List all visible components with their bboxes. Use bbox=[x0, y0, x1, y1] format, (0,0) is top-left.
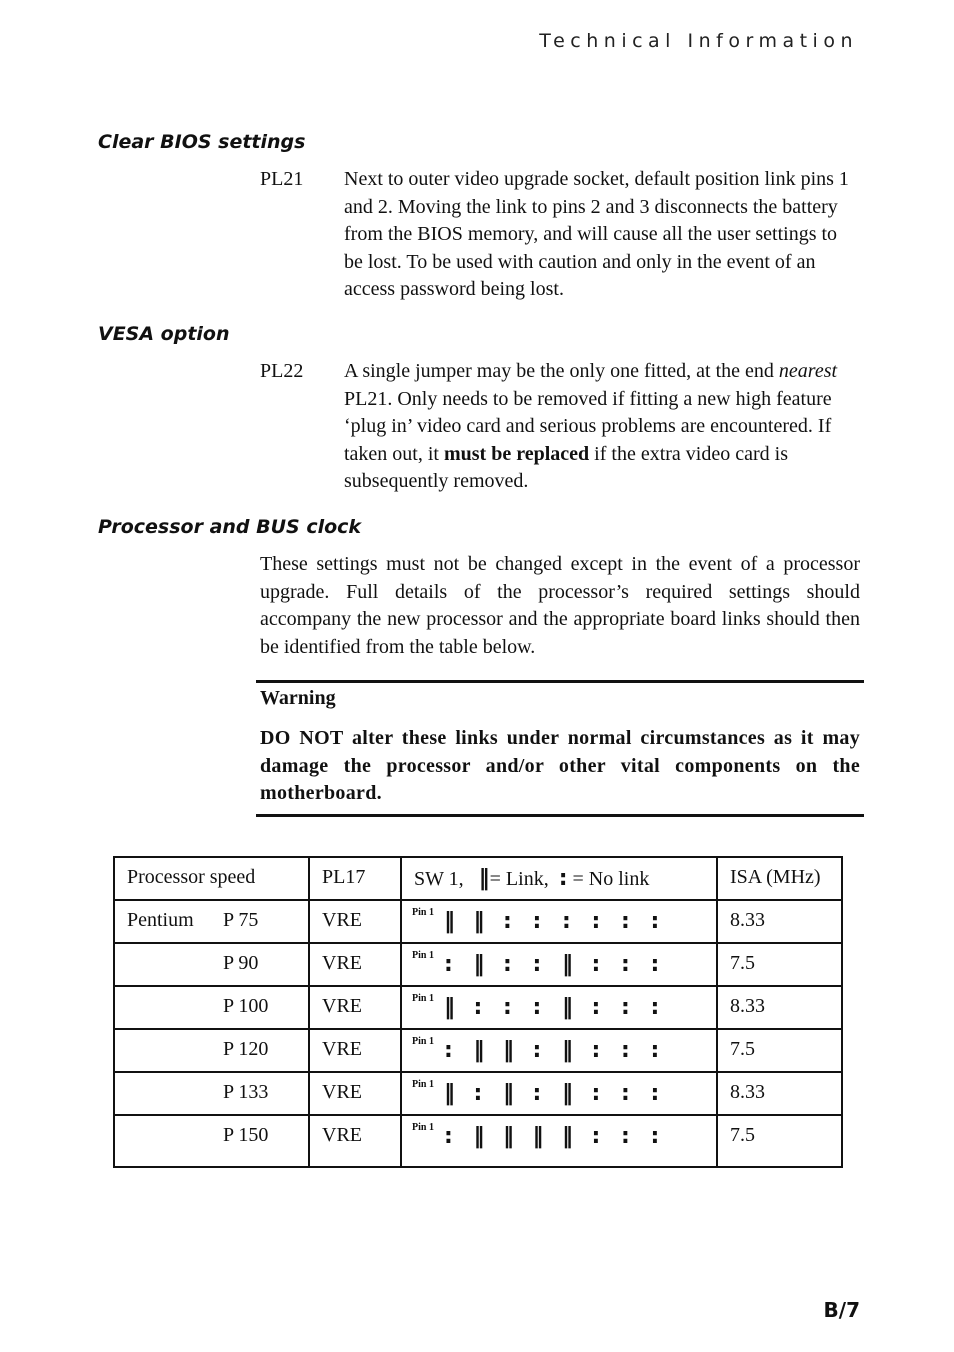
no-link-icon: : bbox=[473, 995, 483, 1020]
no-link-icon: : bbox=[503, 995, 512, 1020]
cell-pl17: VRE bbox=[309, 986, 401, 1029]
cell-sw1-pins bbox=[401, 1072, 717, 1115]
pin-row bbox=[412, 1124, 704, 1149]
no-link-icon: : bbox=[621, 1124, 630, 1149]
no-link-icon: : bbox=[621, 1038, 630, 1063]
pin-row bbox=[412, 1038, 704, 1063]
cell-sw1-pins bbox=[401, 1115, 717, 1167]
link-icon: ‖ bbox=[532, 1124, 544, 1149]
cell-speed-value: P 100 bbox=[223, 995, 269, 1017]
pin1-label: Pin 1 bbox=[412, 1036, 434, 1047]
cell-speed bbox=[114, 943, 309, 986]
code-pl21: PL21 bbox=[260, 168, 304, 190]
nolink-legend-text: = No link bbox=[572, 868, 650, 890]
no-link-icon: : bbox=[650, 909, 660, 934]
vesa-text-part1: A single jumper may be the only one fitted, at the end bbox=[344, 360, 779, 382]
cell-pl17: VRE bbox=[309, 943, 401, 986]
link-icon: ‖ bbox=[562, 1081, 573, 1106]
pin1-label: Pin 1 bbox=[412, 993, 434, 1004]
no-link-icon: : bbox=[591, 995, 601, 1020]
cell-isa: 8.33 bbox=[717, 986, 842, 1029]
no-link-icon: : bbox=[621, 952, 630, 977]
no-link-icon: : bbox=[591, 909, 601, 934]
link-legend-icon: ‖ bbox=[478, 866, 490, 891]
link-icon: ‖ bbox=[473, 909, 485, 934]
no-link-icon: : bbox=[503, 909, 512, 934]
cell-speed bbox=[114, 1029, 309, 1072]
pin-row bbox=[412, 995, 704, 1020]
no-link-icon: : bbox=[591, 1081, 601, 1106]
no-link-icon: : bbox=[532, 1081, 542, 1106]
cell-speed-value: P 90 bbox=[223, 952, 259, 974]
no-link-icon: : bbox=[650, 952, 660, 977]
no-link-icon: : bbox=[503, 952, 512, 977]
processor-link-table bbox=[113, 856, 843, 1168]
no-link-icon: : bbox=[473, 1081, 483, 1106]
cell-isa: 8.33 bbox=[717, 900, 842, 943]
link-icon: ‖ bbox=[444, 1081, 455, 1106]
table-row bbox=[114, 943, 842, 986]
link-icon: ‖ bbox=[473, 1038, 485, 1063]
no-link-icon: : bbox=[650, 1124, 660, 1149]
vesa-text-emphasis: nearest bbox=[778, 360, 838, 382]
cell-sw1-pins bbox=[401, 986, 717, 1029]
no-link-icon: : bbox=[591, 952, 601, 977]
cell-speed bbox=[114, 986, 309, 1029]
header-sw1 bbox=[401, 857, 717, 900]
cell-speed-value: P 75 bbox=[223, 909, 259, 931]
heading-vesa: VESA option bbox=[98, 323, 230, 345]
pin1-label: Pin 1 bbox=[412, 1079, 434, 1090]
link-icon: ‖ bbox=[444, 909, 455, 934]
heading-clear-bios: Clear BIOS settings bbox=[98, 131, 306, 153]
table-row bbox=[114, 1029, 842, 1072]
no-link-icon: : bbox=[444, 1124, 453, 1149]
vesa-text bbox=[344, 358, 854, 496]
warning-text: DO NOT alter these links under normal circumstances as it may damage the processor and/or other vital components on the motherboard. bbox=[260, 727, 860, 804]
no-link-icon: : bbox=[562, 909, 571, 934]
cell-sw1-pins bbox=[401, 943, 717, 986]
cell-processor-family: Pentium bbox=[127, 909, 194, 931]
link-icon: ‖ bbox=[562, 995, 573, 1020]
link-icon: ‖ bbox=[503, 1038, 514, 1063]
no-link-icon: : bbox=[621, 995, 630, 1020]
cell-isa: 8.33 bbox=[717, 1072, 842, 1115]
pin1-label: Pin 1 bbox=[412, 907, 434, 918]
clear-bios-text: Next to outer video upgrade socket, default position link pins 1 and 2. Moving the link to pins 2 and 3 disconnects the battery from the BIOS memory, and will cause all the user settings to be lost. To be used with caution and only in the event of an access password being lost. bbox=[344, 168, 849, 300]
no-link-icon: : bbox=[532, 952, 542, 977]
link-icon: ‖ bbox=[444, 995, 455, 1020]
link-icon: ‖ bbox=[562, 1038, 573, 1063]
header-sw1-prefix: SW 1, bbox=[414, 868, 464, 890]
table-header-row bbox=[114, 857, 842, 900]
no-link-icon: : bbox=[650, 995, 660, 1020]
no-link-icon: : bbox=[532, 1038, 542, 1063]
link-icon: ‖ bbox=[562, 1124, 573, 1149]
table-row bbox=[114, 986, 842, 1029]
table-row bbox=[114, 1115, 842, 1167]
link-icon: ‖ bbox=[473, 952, 485, 977]
link-icon: ‖ bbox=[503, 1124, 514, 1149]
page-number: B/7 bbox=[823, 1298, 860, 1322]
cell-sw1-pins bbox=[401, 1029, 717, 1072]
cell-isa: 7.5 bbox=[717, 1115, 842, 1167]
no-link-icon: : bbox=[591, 1038, 601, 1063]
no-link-icon: : bbox=[650, 1038, 660, 1063]
link-icon: ‖ bbox=[562, 952, 573, 977]
pin1-label: Pin 1 bbox=[412, 1122, 434, 1133]
vesa-text-strong: must be replaced bbox=[443, 442, 590, 465]
link-icon: ‖ bbox=[473, 1124, 485, 1149]
no-link-icon: : bbox=[532, 995, 542, 1020]
table-row bbox=[114, 900, 842, 943]
cell-isa: 7.5 bbox=[717, 943, 842, 986]
cell-speed-value: P 150 bbox=[223, 1124, 269, 1146]
no-link-icon: : bbox=[621, 1081, 630, 1106]
vesa-text-part3: PL21. Only needs to be removed if fitting a new high feature ‘plug in’ video card and serious problems are encountered. If taken out, it bbox=[344, 387, 832, 465]
cell-speed bbox=[114, 1072, 309, 1115]
link-icon: ‖ bbox=[503, 1081, 514, 1106]
pin-row bbox=[412, 1081, 704, 1106]
cell-pl17: VRE bbox=[309, 900, 401, 943]
no-link-icon: : bbox=[621, 909, 630, 934]
table-row bbox=[114, 1072, 842, 1115]
no-link-icon: : bbox=[591, 1124, 601, 1149]
no-link-icon: : bbox=[650, 1081, 660, 1106]
cell-speed bbox=[114, 900, 309, 943]
cell-isa: 7.5 bbox=[717, 1029, 842, 1072]
cell-speed bbox=[114, 1115, 309, 1167]
nolink-legend-icon: : bbox=[558, 866, 568, 891]
warning-title: Warning bbox=[260, 687, 336, 709]
header-speed: Processor speed bbox=[114, 857, 309, 900]
warning-box bbox=[256, 680, 864, 817]
processor-text: These settings must not be changed except in the event of a processor upgrade. Full details of the processor’s required settings should accompany the new processor and the appropriate board links should then be identified from the table below. bbox=[260, 553, 860, 658]
code-pl22: PL22 bbox=[260, 360, 304, 382]
cell-pl17: VRE bbox=[309, 1029, 401, 1072]
cell-pl17: VRE bbox=[309, 1072, 401, 1115]
pin-row bbox=[412, 952, 704, 977]
running-head: Technical Information bbox=[539, 30, 858, 52]
header-isa: ISA (MHz) bbox=[717, 857, 842, 900]
heading-processor: Processor and BUS clock bbox=[98, 516, 362, 538]
vesa-text-part5: if the extra video card is subsequently removed. bbox=[344, 442, 788, 492]
cell-speed-value: P 120 bbox=[223, 1038, 269, 1060]
no-link-icon: : bbox=[532, 909, 542, 934]
cell-sw1-pins bbox=[401, 900, 717, 943]
link-legend-text: = Link, bbox=[489, 868, 549, 890]
pin1-label: Pin 1 bbox=[412, 950, 434, 961]
header-pl17: PL17 bbox=[309, 857, 401, 900]
no-link-icon: : bbox=[444, 952, 453, 977]
cell-pl17: VRE bbox=[309, 1115, 401, 1167]
no-link-icon: : bbox=[444, 1038, 453, 1063]
cell-speed-value: P 133 bbox=[223, 1081, 269, 1103]
pin-row bbox=[412, 909, 704, 934]
